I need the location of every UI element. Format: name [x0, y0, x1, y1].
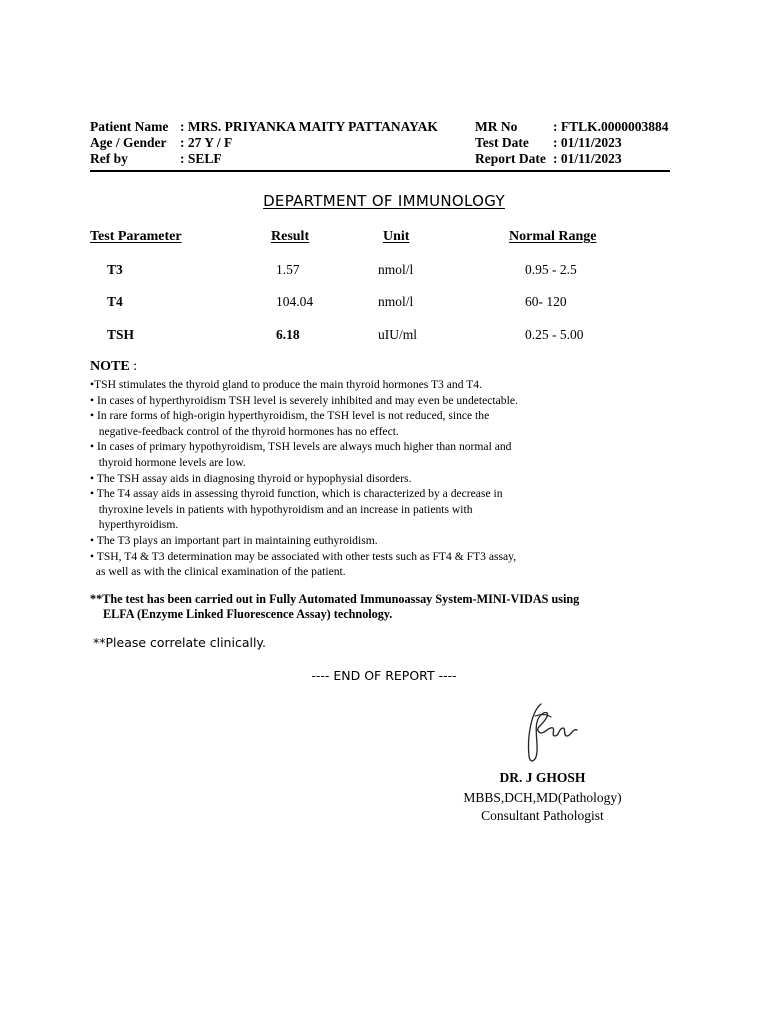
age-gender-label: Age / Gender	[90, 135, 167, 150]
note-line: hyperthyroidism.	[90, 518, 179, 532]
patient-name-value: : MRS. PRIYANKA MAITY PATTANAYAK	[180, 119, 438, 134]
note-line: • In cases of primary hypothyroidism, TSH levels are always much higher than normal and	[90, 440, 512, 454]
method-line-2: ELFA (Enzyme Linked Fluorescence Assay) technology.	[103, 607, 393, 621]
patient-name-label: Patient Name	[90, 119, 169, 134]
ref-by-value: : SELF	[180, 151, 222, 166]
ref-by-label: Ref by	[90, 151, 128, 166]
row-parameter: TSH	[107, 327, 135, 342]
header-divider	[90, 170, 670, 172]
note-line: • In cases of hyperthyroidism TSH level is severely inhibited and may even be undetectable.	[90, 393, 518, 407]
correlate-note: **Please correlate clinically.	[93, 635, 267, 650]
note-colon: :	[129, 359, 138, 374]
note-line: as well as with the clinical examination of the patient.	[90, 565, 346, 579]
test-date-label: Test Date	[475, 135, 529, 150]
signatory-title: Consultant Pathologist	[481, 808, 604, 823]
report-date-label: Report Date	[475, 151, 546, 166]
note-line: thyroxine levels in patients with hypothyroidism and an increase in patients with	[90, 502, 473, 516]
report-date-value: : 01/11/2023	[553, 151, 622, 166]
note-list	[90, 377, 650, 580]
col-header-result: Result	[271, 229, 310, 244]
row-parameter: T4	[107, 294, 123, 309]
row-result: 104.04	[276, 294, 314, 309]
row-unit: nmol/l	[378, 294, 414, 309]
row-unit: uIU/ml	[378, 327, 417, 342]
note-line: negative-feedback control of the thyroid hormones has no effect.	[90, 424, 399, 438]
col-header-parameter: Test Parameter	[90, 229, 182, 244]
signatory-qualification: MBBS,DCH,MD(Pathology)	[463, 790, 622, 805]
signature-image	[505, 698, 585, 766]
mr-no-value: : FTLK.0000003884	[553, 119, 669, 134]
row-result: 1.57	[276, 262, 300, 277]
note-line: • In rare forms of high-origin hyperthyroidism, the TSH level is not reduced, since the	[90, 409, 490, 423]
note-line: •TSH stimulates the thyroid gland to produce the main thyroid hormones T3 and T4.	[90, 378, 482, 391]
note-line: • The TSH assay aids in diagnosing thyroid or hypophysial disorders.	[90, 471, 412, 485]
note-line: • The T3 plays an important part in maintaining euthyroidism.	[90, 533, 378, 547]
signature-icon	[505, 698, 585, 766]
note-line: thyroid hormone levels are low.	[90, 455, 246, 469]
department-title: DEPARTMENT OF IMMUNOLOGY	[263, 192, 505, 210]
end-of-report: ---- END OF REPORT ----	[311, 668, 457, 683]
col-header-range: Normal Range	[509, 229, 597, 244]
mr-no-label: MR No	[475, 119, 518, 134]
age-gender-value: : 27 Y / F	[180, 135, 233, 150]
row-unit: nmol/l	[378, 262, 414, 277]
row-range: 0.25 - 5.00	[525, 327, 584, 342]
row-result: 6.18	[276, 327, 300, 342]
note-title: NOTE	[90, 359, 130, 374]
row-range: 0.95 - 2.5	[525, 262, 577, 277]
note-line: • TSH, T4 & T3 determination may be associated with other tests such as FT4 & FT3 assay,	[90, 549, 517, 563]
col-header-unit: Unit	[383, 229, 410, 244]
note-line: • The T4 assay aids in assessing thyroid function, which is characterized by a decrease in	[90, 487, 503, 501]
method-statement	[90, 592, 579, 622]
row-range: 60- 120	[525, 294, 567, 309]
note-heading	[90, 359, 137, 375]
row-parameter: T3	[107, 262, 123, 277]
method-line-1: **The test has been carried out in Fully Automated Immunoassay System-MINI-VIDAS using	[90, 592, 580, 606]
signatory-name: DR. J GHOSH	[499, 770, 586, 785]
test-date-value: : 01/11/2023	[553, 135, 622, 150]
